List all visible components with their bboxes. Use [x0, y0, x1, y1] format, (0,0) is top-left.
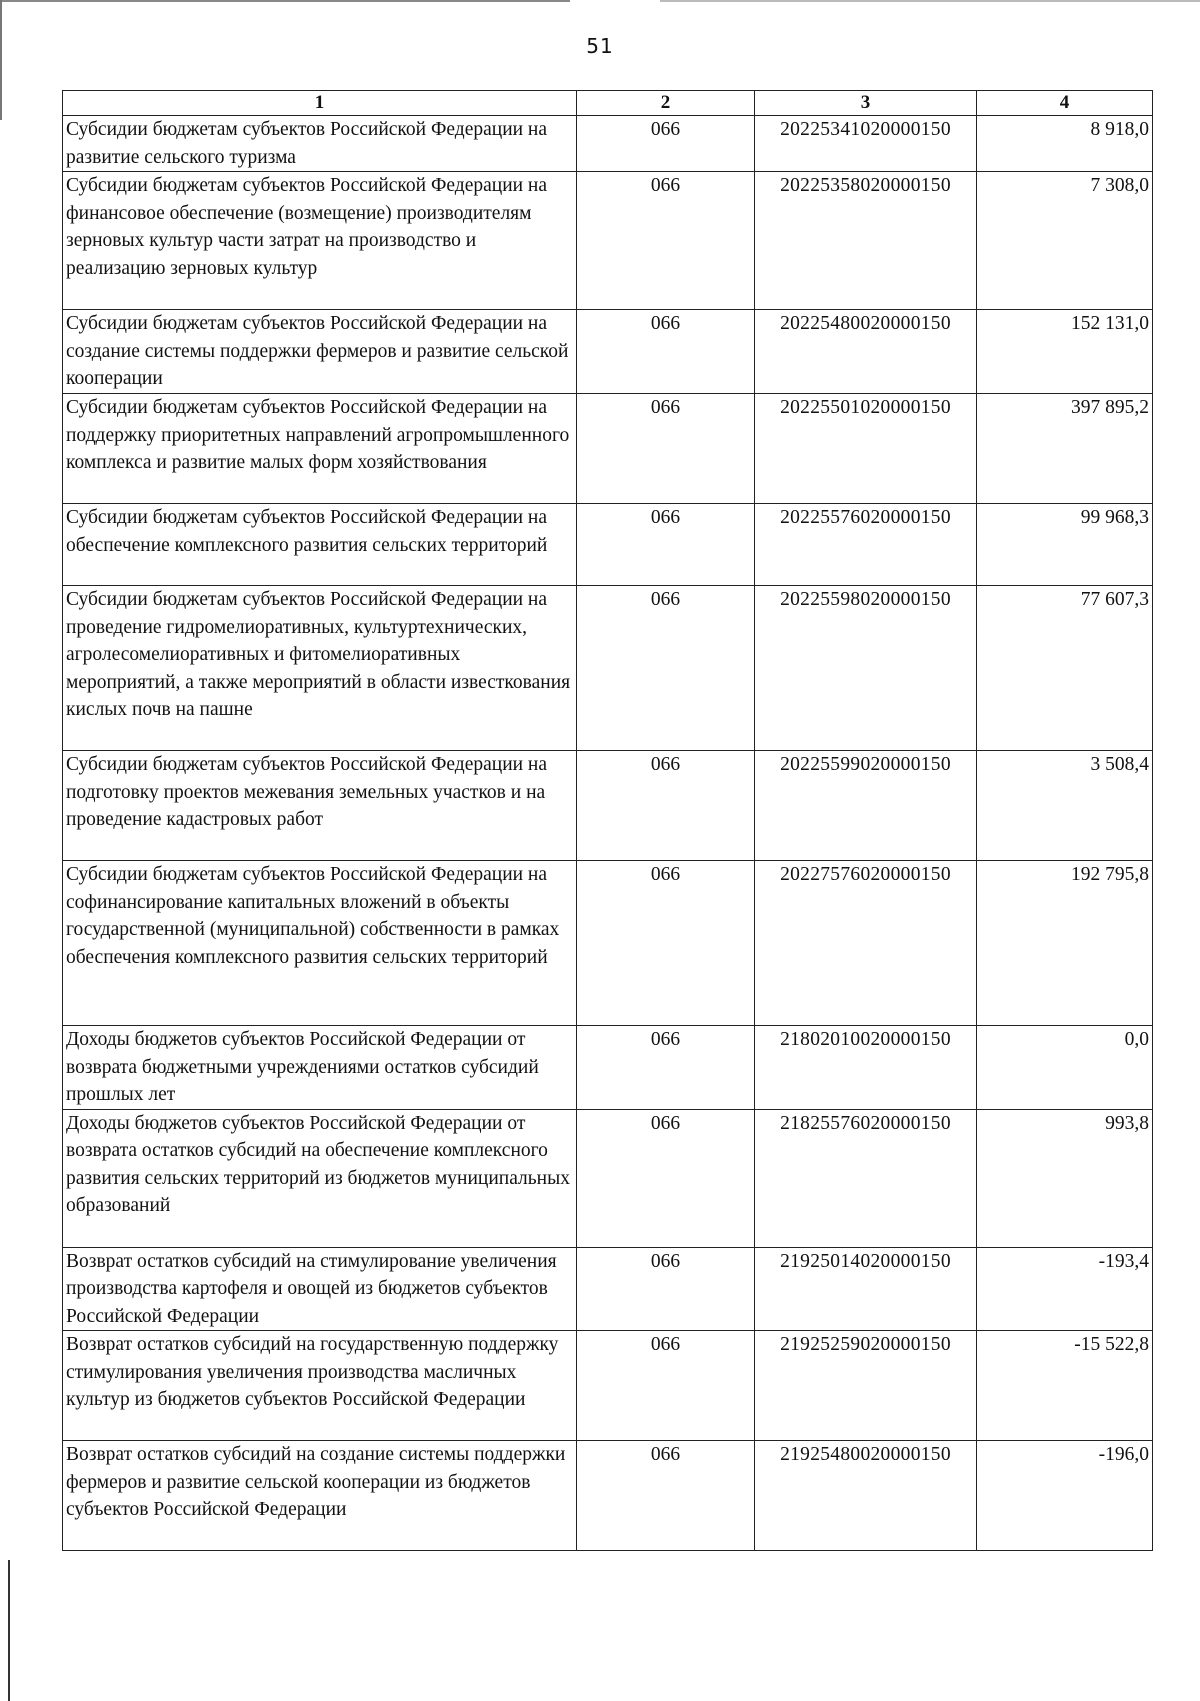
row-amount: 152 131,0 [977, 310, 1153, 394]
table-header [63, 91, 1153, 116]
row-chapter-code: 066 [577, 1441, 755, 1551]
row-name: Субсидии бюджетам субъектов Российской Федерации на поддержку приоритетных направлений агропромышленного комплекса и развитие малых форм хозяйствования [63, 394, 577, 504]
table-row [63, 394, 1153, 504]
table-row [63, 1109, 1153, 1247]
scan-edge-top [0, 0, 1200, 2]
row-amount: -196,0 [977, 1441, 1153, 1551]
row-budget-code: 20225501020000150 [755, 394, 977, 504]
table-row [63, 751, 1153, 861]
row-chapter-code: 066 [577, 586, 755, 751]
row-amount: 3 508,4 [977, 751, 1153, 861]
row-name: Субсидии бюджетам субъектов Российской Федерации на развитие сельского туризма [63, 116, 577, 172]
row-budget-code: 21925259020000150 [755, 1331, 977, 1441]
table-row [63, 116, 1153, 172]
row-name: Субсидии бюджетам субъектов Российской Федерации на финансовое обеспечение (возмещение) производителям зерновых культур части затрат на производство и реализацию зерновых культур [63, 172, 577, 310]
row-amount: 7 308,0 [977, 172, 1153, 310]
row-budget-code: 21925014020000150 [755, 1247, 977, 1331]
row-chapter-code: 066 [577, 394, 755, 504]
row-name: Возврат остатков субсидий на стимулирование увеличения производства картофеля и овощей из бюджетов субъектов Российской Федерации [63, 1247, 577, 1331]
table-row [63, 861, 1153, 1026]
header-row [63, 91, 1153, 116]
row-chapter-code: 066 [577, 1109, 755, 1247]
row-amount: 77 607,3 [977, 586, 1153, 751]
scan-edge-left-bottom [8, 1560, 10, 1701]
row-chapter-code: 066 [577, 1247, 755, 1331]
table-row [63, 1026, 1153, 1110]
row-name: Субсидии бюджетам субъектов Российской Федерации на подготовку проектов межевания земельных участков и на проведение кадастровых работ [63, 751, 577, 861]
column-header-4: 4 [977, 91, 1153, 116]
table-body [63, 116, 1153, 1551]
row-budget-code: 20227576020000150 [755, 861, 977, 1026]
column-header-3: 3 [755, 91, 977, 116]
table-row [63, 172, 1153, 310]
column-header-2: 2 [577, 91, 755, 116]
row-budget-code: 21802010020000150 [755, 1026, 977, 1110]
row-chapter-code: 066 [577, 504, 755, 586]
page-number: 51 [586, 34, 614, 58]
row-chapter-code: 066 [577, 1026, 755, 1110]
row-name: Доходы бюджетов субъектов Российской Федерации от возврата бюджетными учреждениями остатков субсидий прошлых лет [63, 1026, 577, 1110]
row-name: Субсидии бюджетам субъектов Российской Федерации на обеспечение комплексного развития сельских территорий [63, 504, 577, 586]
table-row [63, 310, 1153, 394]
row-budget-code: 21825576020000150 [755, 1109, 977, 1247]
row-chapter-code: 066 [577, 861, 755, 1026]
row-amount: -15 522,8 [977, 1331, 1153, 1441]
table-row [63, 504, 1153, 586]
table-row [63, 586, 1153, 751]
row-chapter-code: 066 [577, 751, 755, 861]
row-chapter-code: 066 [577, 310, 755, 394]
budget-table [62, 90, 1153, 1551]
row-name: Возврат остатков субсидий на создание системы поддержки фермеров и развитие сельской кооперации из бюджетов субъектов Российской Федерации [63, 1441, 577, 1551]
row-budget-code: 20225576020000150 [755, 504, 977, 586]
row-budget-code: 20225358020000150 [755, 172, 977, 310]
table-row [63, 1331, 1153, 1441]
row-amount: 993,8 [977, 1109, 1153, 1247]
row-amount: 99 968,3 [977, 504, 1153, 586]
row-budget-code: 20225480020000150 [755, 310, 977, 394]
row-budget-code: 20225341020000150 [755, 116, 977, 172]
scan-edge-left [0, 0, 2, 120]
row-amount: 192 795,8 [977, 861, 1153, 1026]
column-header-1: 1 [63, 91, 577, 116]
row-name: Субсидии бюджетам субъектов Российской Федерации на софинансирование капитальных вложений в объекты государственной (муниципальной) собственности в рамках обеспечения комплексного развития сельских территорий [63, 861, 577, 1026]
row-amount: -193,4 [977, 1247, 1153, 1331]
table-row [63, 1441, 1153, 1551]
row-name: Субсидии бюджетам субъектов Российской Федерации на проведение гидромелиоративных, культуртехнических, агролесомелиоративных и фитомелиоративных мероприятий, а также мероприятий в области известкования кислых почв на пашне [63, 586, 577, 751]
row-budget-code: 20225598020000150 [755, 586, 977, 751]
row-name: Субсидии бюджетам субъектов Российской Федерации на создание системы поддержки фермеров и развитие сельской кооперации [63, 310, 577, 394]
row-chapter-code: 066 [577, 172, 755, 310]
row-amount: 397 895,2 [977, 394, 1153, 504]
row-amount: 0,0 [977, 1026, 1153, 1110]
row-name: Возврат остатков субсидий на государственную поддержку стимулирования увеличения производства масличных культур из бюджетов субъектов Российской Федерации [63, 1331, 577, 1441]
row-amount: 8 918,0 [977, 116, 1153, 172]
table-row [63, 1247, 1153, 1331]
row-budget-code: 21925480020000150 [755, 1441, 977, 1551]
row-chapter-code: 066 [577, 1331, 755, 1441]
row-name: Доходы бюджетов субъектов Российской Федерации от возврата остатков субсидий на обеспечение комплексного развития сельских территорий из бюджетов муниципальных образований [63, 1109, 577, 1247]
row-chapter-code: 066 [577, 116, 755, 172]
row-budget-code: 20225599020000150 [755, 751, 977, 861]
